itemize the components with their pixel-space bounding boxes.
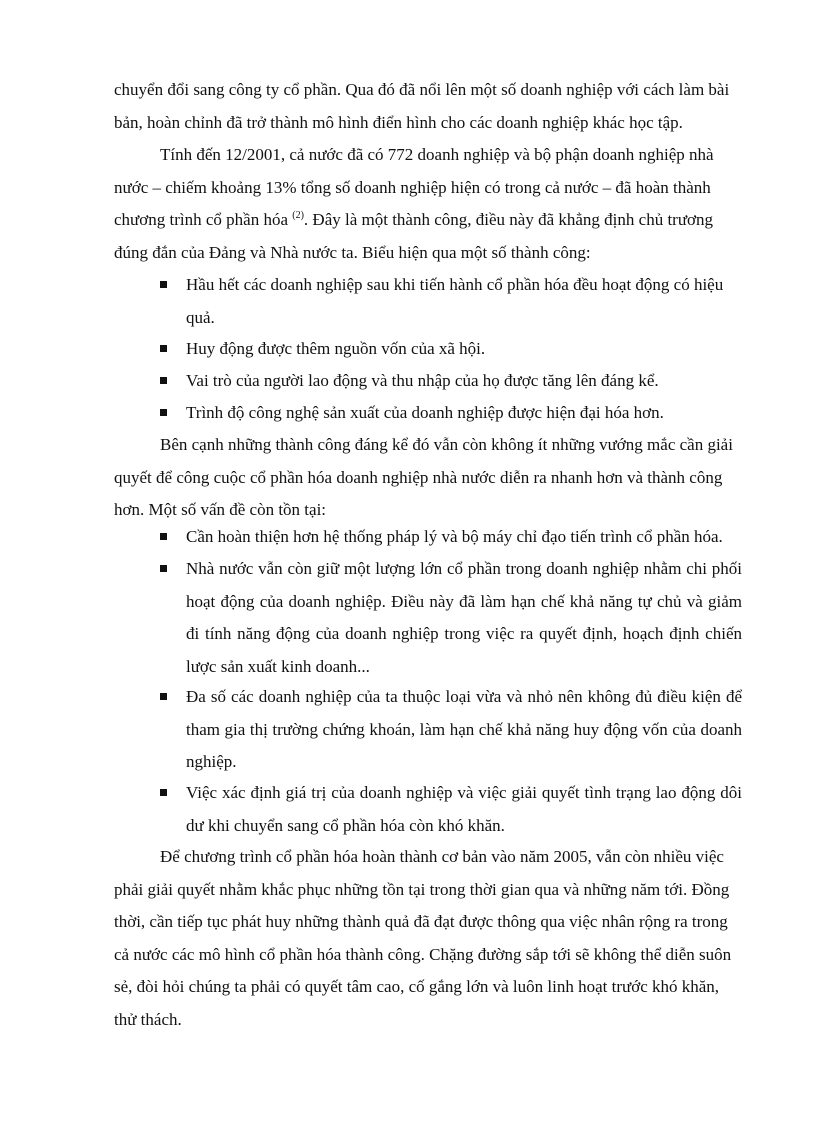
- paragraph-statistics-text-cont: . Đây là một thành công, điều này đã khẳng định chủ trương đúng đắn của Đảng và Nhà nước ta. Biểu hiện qua một số thành công:: [114, 210, 714, 262]
- square-bullet-icon: [160, 533, 167, 540]
- success-list-item: [160, 269, 742, 334]
- paragraph-intro: chuyển đổi sang công ty cổ phần. Qua đó đã nổi lên một số doanh nghiệp với cách làm bài bản, hoàn chỉnh đã trở thành mô hình điển hình cho các doanh nghiệp khác học tập.: [114, 80, 730, 132]
- list-item-text: Cần hoàn thiện hơn hệ thống pháp lý và bộ máy chỉ đạo tiến trình cổ phần hóa.: [186, 527, 723, 546]
- list-item-text: Vai trò của người lao động và thu nhập của họ được tăng lên đáng kể.: [186, 371, 659, 390]
- paragraph-conclusion: Để chương trình cổ phần hóa hoàn thành cơ bản vào năm 2005, vẫn còn nhiều việc phải giải quyết nhằm khắc phục những tồn tại trong thời gian qua và những năm tới. Đồng thời, cần tiếp tục phát huy những thành quả đã đạt được thông qua việc nhân rộng ra trong cả nước các mô hình cổ phần hóa thành công. Chặng đường sắp tới sẽ không thể diễn suôn sẻ, đòi hỏi chúng ta phải có quyết tâm cao, cố gắng lớn và luôn linh hoạt trước khó khăn, thử thách.: [114, 847, 732, 1029]
- footnote-reference: (2): [292, 210, 304, 222]
- list-item-text: Đa số các doanh nghiệp của ta thuộc loại vừa và nhỏ nên không đủ điều kiện để tham gia thị trường chứng khoán, làm hạn chế khả năng huy động vốn của doanh nghiệp.: [186, 687, 742, 772]
- list-item-text: Việc xác định giá trị của doanh nghiệp và việc giải quyết tình trạng lao động dôi dư khi chuyển sang cổ phần hóa còn khó khăn.: [186, 783, 742, 835]
- issue-list-item: [160, 553, 742, 683]
- paragraph-statistics: [114, 139, 742, 269]
- square-bullet-icon: [160, 565, 167, 572]
- paragraph-challenges: Bên cạnh những thành công đáng kể đó vẫn còn không ít những vướng mắc cần giải quyết để công cuộc cổ phần hóa doanh nghiệp nhà nước diễn ra nhanh hơn và thành công hơn. Một số vấn đề còn tồn tại:: [114, 435, 733, 520]
- issue-list-item: [160, 521, 742, 554]
- square-bullet-icon: [160, 693, 167, 700]
- success-list-item: [160, 333, 742, 366]
- square-bullet-icon: [160, 281, 167, 288]
- square-bullet-icon: [160, 789, 167, 796]
- issue-list-item: [160, 681, 742, 779]
- list-item-text: Nhà nước vẫn còn giữ một lượng lớn cổ phần trong doanh nghiệp nhằm chi phối hoạt động của doanh nghiệp. Điều này đã làm hạn chế khả năng tự chủ và giảm đi tính năng động của doanh nghiệp trong việc ra quyết định, hoạch định chiến lược sản xuất kinh doanh...: [186, 559, 742, 676]
- list-item-text: Huy động được thêm nguồn vốn của xã hội.: [186, 339, 486, 358]
- list-item-text: Hầu hết các doanh nghiệp sau khi tiến hành cổ phần hóa đều hoạt động có hiệu quả.: [186, 275, 724, 327]
- paragraph-statistics-text: Tính đến 12/2001, cả nước đã có 772 doanh nghiệp và bộ phận doanh nghiệp nhà nước – chiếm khoảng 13% tổng số doanh nghiệp hiện có trong cả nước – đã hoàn thành chương trình cổ phần hóa: [114, 145, 714, 230]
- issue-list-item: [160, 777, 742, 842]
- square-bullet-icon: [160, 345, 167, 352]
- list-item-text: Trình độ công nghệ sản xuất của doanh nghiệp được hiện đại hóa hơn.: [186, 403, 664, 422]
- success-list-item: [160, 365, 742, 398]
- square-bullet-icon: [160, 377, 167, 384]
- success-list-item: [160, 397, 742, 430]
- square-bullet-icon: [160, 409, 167, 416]
